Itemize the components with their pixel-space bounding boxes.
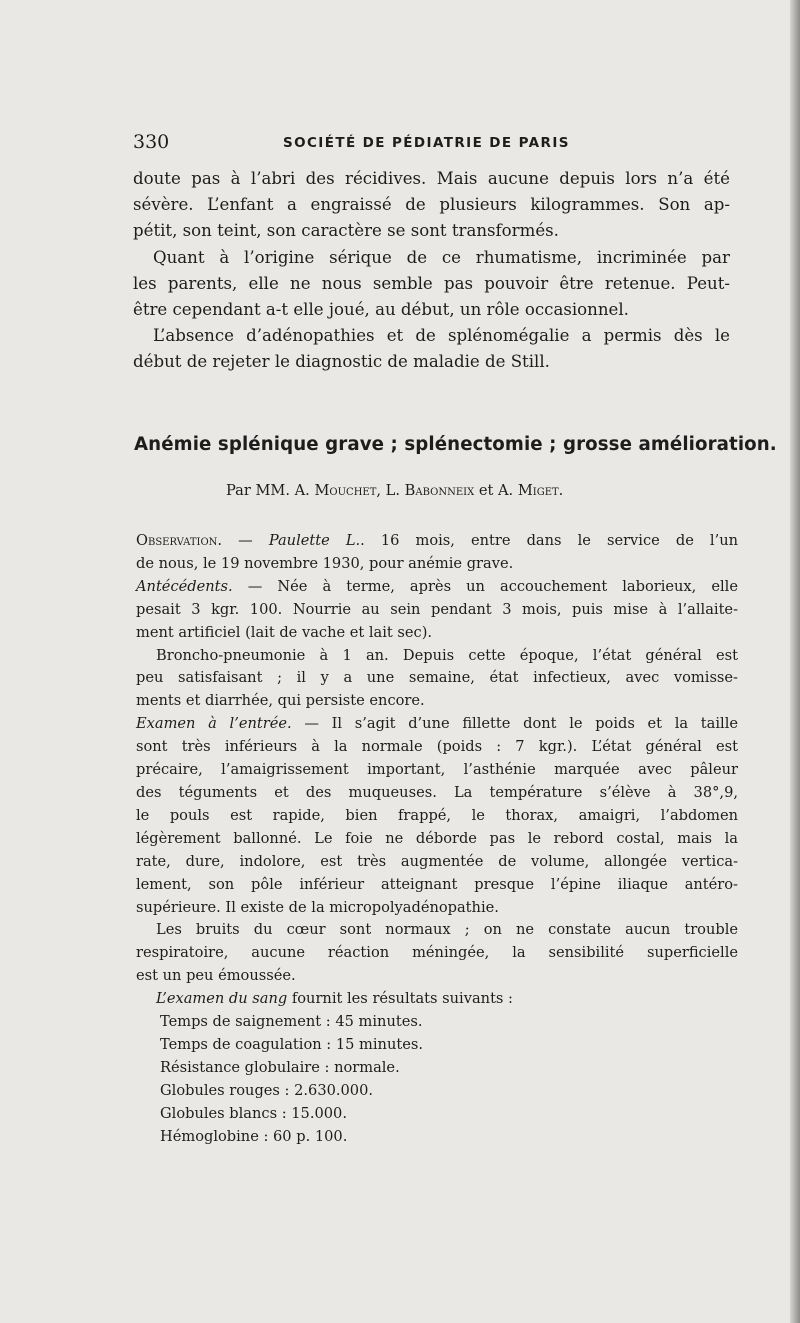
text-line: doute pas à l’abri des récidives. Mais aucune depuis lors n’a été	[133, 169, 730, 188]
text-line: des téguments et des muqueuses. La température s’élève à 38°,9,	[136, 783, 738, 801]
text-line: ments et diarrhée, qui persiste encore.	[136, 692, 425, 710]
text-line: rate, dure, indolore, est très augmentée de volume, allongée vertica-	[136, 852, 738, 870]
blood-result-item: Hémoglobine : 60 p. 100.	[160, 1127, 348, 1145]
blood-result-item: Temps de saignement : 45 minutes.	[160, 1013, 423, 1031]
previous-article-text	[133, 166, 730, 376]
sang-label: L’examen du sang	[156, 990, 288, 1008]
text-line: peu satisfaisant ; il y a une semaine, état infectieux, avec vomisse-	[136, 669, 738, 687]
author-name: Babonneix	[404, 482, 475, 499]
text-line: précaire, l’amaigrissement important, l’asthénie marquée avec pâleur	[136, 761, 738, 779]
text-line	[136, 713, 738, 736]
blood-result-item: Temps de coagulation : 15 minutes.	[160, 1035, 423, 1053]
blood-result-item: Globules rouges : 2.630.000.	[160, 1081, 374, 1099]
text-line: lement, son pôle inférieur atteignant presque l’épine iliaque antéro-	[136, 875, 738, 893]
text-fragment: — Née à terme, après un accouchement laborieux, elle	[232, 577, 738, 595]
text-line: début de rejeter le diagnostic de maladie de Still.	[133, 352, 550, 372]
antecedents-label: Antécédents.	[136, 577, 233, 595]
text-line: ment artificiel (lait de vache et lait sec).	[136, 623, 433, 641]
text-line	[136, 988, 738, 1011]
text-line: supérieure. Il existe de la micropolyadénopathie.	[136, 898, 499, 916]
journal-title: SOCIÉTÉ DE PÉDIATRIE DE PARIS	[283, 135, 570, 151]
text-line: sévère. L’enfant a engraissé de plusieurs kilogrammes. Son ap-	[133, 195, 730, 215]
page-edge-shadow	[790, 0, 800, 1323]
text-line: sont très inférieurs à la normale (poids : 7 kgr.). L’état général est	[136, 738, 738, 756]
text-line	[136, 576, 738, 599]
text-line: de nous, le 19 novembre 1930, pour anémie grave.	[136, 554, 514, 572]
text-line: Broncho-pneumonie à 1 an. Depuis cette époque, l’état général est	[156, 646, 738, 664]
authors-end: .	[558, 482, 564, 499]
text-line: pétit, son teint, son caractère se sont transformés.	[133, 221, 559, 241]
authors-prefix: Par MM. A.	[226, 482, 315, 499]
text-line	[136, 530, 738, 553]
blood-results-list	[136, 1011, 738, 1148]
author-name: Miget	[517, 482, 559, 499]
text-line: être cependant a-t elle joué, au début, un rôle occasionnel.	[133, 300, 629, 320]
article-authors	[226, 482, 563, 499]
authors-separator: , L.	[376, 482, 405, 499]
blood-result-item: Globules blancs : 15.000.	[160, 1104, 347, 1122]
article-title: Anémie splénique grave ; splénectomie ; grosse amélioration.	[134, 434, 777, 455]
patient-name: Paulette L.	[268, 532, 361, 549]
dash: —	[222, 532, 269, 549]
text-fragment: — Il s’agit d’une fillette dont le poids et la taille	[291, 715, 738, 733]
observation-section	[136, 530, 738, 1148]
blood-result-item: Résistance globulaire : normale.	[160, 1058, 400, 1076]
examen-label: Examen à l’entrée.	[136, 715, 292, 733]
text-line: L’absence d’adénopathies et de splénomégalie a permis dès le	[153, 326, 730, 346]
text-line: légèrement ballonné. Le foie ne déborde pas le rebord costal, mais la	[136, 829, 738, 847]
text-line: pesait 3 kgr. 100. Nourrie au sein pendant 3 mois, puis mise à l’allaite-	[136, 600, 738, 618]
author-name: Mouchet	[314, 482, 377, 499]
text-line: respiratoire, aucune réaction méningée, la sensibilité superficielle	[136, 944, 738, 962]
running-head	[133, 131, 733, 153]
page-number: 330	[133, 131, 170, 153]
text-fragment: . 16 mois, entre dans le service de l’un	[360, 532, 739, 549]
text-fragment: fournit les résultats suivants :	[287, 990, 513, 1008]
observation-label: Observation.	[136, 532, 223, 549]
text-line: Les bruits du cœur sont normaux ; on ne constate aucun trouble	[156, 921, 738, 939]
authors-separator: et A.	[474, 482, 518, 499]
text-line: les parents, elle ne nous semble pas pouvoir être retenue. Peut-	[133, 273, 730, 293]
text-line: le pouls est rapide, bien frappé, le thorax, amaigri, l’abdomen	[136, 806, 738, 824]
text-line: est un peu émoussée.	[136, 967, 296, 985]
text-line: Quant à l’origine sérique de ce rhumatisme, incriminée par	[153, 247, 730, 267]
